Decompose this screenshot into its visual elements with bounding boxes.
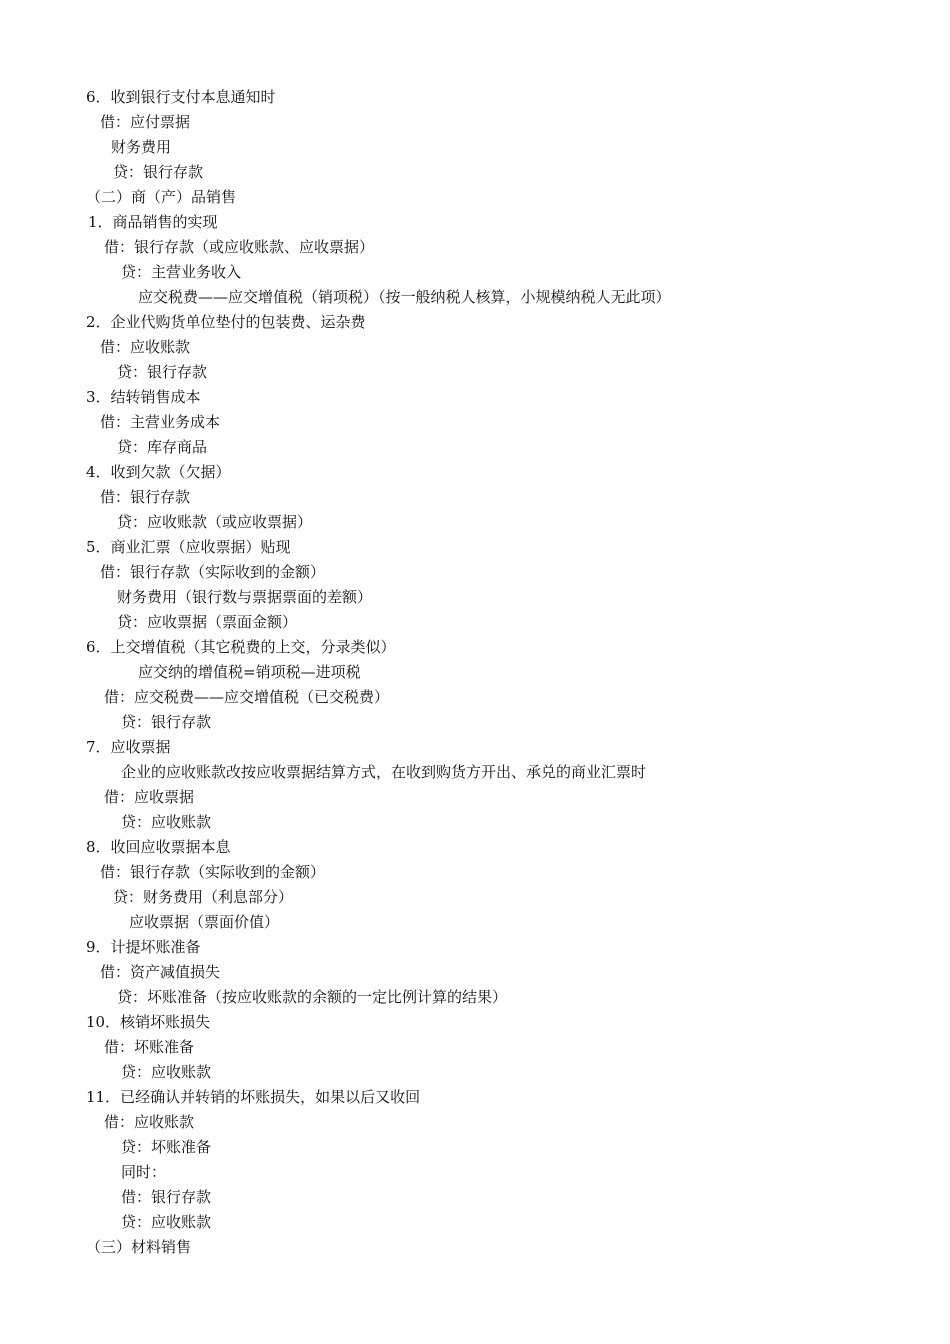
- debit-line: 借：应收账款: [104, 1113, 195, 1131]
- heading-8-collect-notes: 8．收回应收票据本息: [86, 838, 231, 856]
- credit-line: 贷：应收账款: [121, 1063, 212, 1081]
- heading-10-write-off: 10．核销坏账损失: [86, 1013, 211, 1031]
- heading-6-pay-vat: 6．上交增值税（其它税费的上交，分录类似）: [86, 638, 396, 656]
- debit-line: 借：坏账准备: [104, 1038, 195, 1056]
- debit-line: 借：银行存款（实际收到的金额）: [100, 563, 326, 581]
- heading-1-sales-realization: 1．商品销售的实现: [88, 213, 218, 231]
- heading-11-recovered-bad-debt: 11．已经确认并转销的坏账损失，如果以后又收回: [86, 1088, 421, 1106]
- debit-line: 借：应收账款: [100, 338, 191, 356]
- debit-line: 借：银行存款: [100, 488, 191, 506]
- credit-line: 贷：应收账款（或应收票据）: [117, 513, 313, 531]
- debit-line: 借：银行存款: [121, 1188, 212, 1206]
- credit-line: 贷：坏账准备（按应收账款的余额的一定比例计算的结果）: [117, 988, 508, 1006]
- heading-9-bad-debt-provision: 9．计提坏账准备: [86, 938, 201, 956]
- credit-line: 贷：库存商品: [117, 438, 208, 456]
- section-heading-materials: （三）材料销售: [86, 1238, 192, 1256]
- credit-line: 贷：银行存款: [117, 363, 208, 381]
- formula-line: 应交纳的增值税=销项税—进项税: [138, 663, 361, 681]
- heading-2-advance-fees: 2．企业代购货单位垫付的包装费、运杂费: [86, 313, 366, 331]
- credit-line: 贷：主营业务收入: [121, 263, 242, 281]
- heading-5-bill-discount: 5．商业汇票（应收票据）贴现: [86, 538, 291, 556]
- credit-line: 贷：应收票据（票面金额）: [117, 613, 298, 631]
- credit-line: 贷：银行存款: [121, 713, 212, 731]
- debit-line: 借：银行存款（实际收到的金额）: [100, 863, 326, 881]
- credit-line: 应交税费——应交增值税（销项税）（按一般纳税人核算，小规模纳税人无此项）: [138, 288, 671, 306]
- heading-7-notes-receivable: 7．应收票据: [86, 738, 171, 756]
- description-line: 企业的应收账款改按应收票据结算方式，在收到购货方开出、承兑的商业汇票时: [121, 763, 647, 781]
- debit-line: 借：银行存款（或应收账款、应收票据）: [104, 238, 375, 256]
- credit-line: 应收票据（票面价值）: [129, 913, 280, 931]
- debit-line: 借：应交税费——应交增值税（已交税费）: [104, 688, 390, 706]
- debit-line: 借：应付票据: [100, 113, 191, 131]
- debit-line: 借：主营业务成本: [100, 413, 221, 431]
- credit-line: 贷：坏账准备: [121, 1138, 212, 1156]
- debit-line: 借：应收票据: [104, 788, 195, 806]
- credit-line: 贷：财务费用（利息部分）: [113, 888, 294, 906]
- heading-6-bank-notice: 6．收到银行支付本息通知时: [86, 88, 276, 106]
- meanwhile-label: 同时：: [121, 1163, 167, 1181]
- section-heading-sales: （二）商（产）品销售: [86, 188, 237, 206]
- debit-line: 借：资产减值损失: [100, 963, 221, 981]
- debit-line: 财务费用（银行数与票据票面的差额）: [117, 588, 373, 606]
- credit-line: 贷：应收账款: [121, 1213, 212, 1231]
- heading-3-cost-transfer: 3．结转销售成本: [86, 388, 201, 406]
- heading-4-receive-arrears: 4．收到欠款（欠据）: [86, 463, 231, 481]
- credit-line: 贷：应收账款: [121, 813, 212, 831]
- credit-line: 贷：银行存款: [113, 163, 204, 181]
- debit-line: 财务费用: [111, 138, 172, 156]
